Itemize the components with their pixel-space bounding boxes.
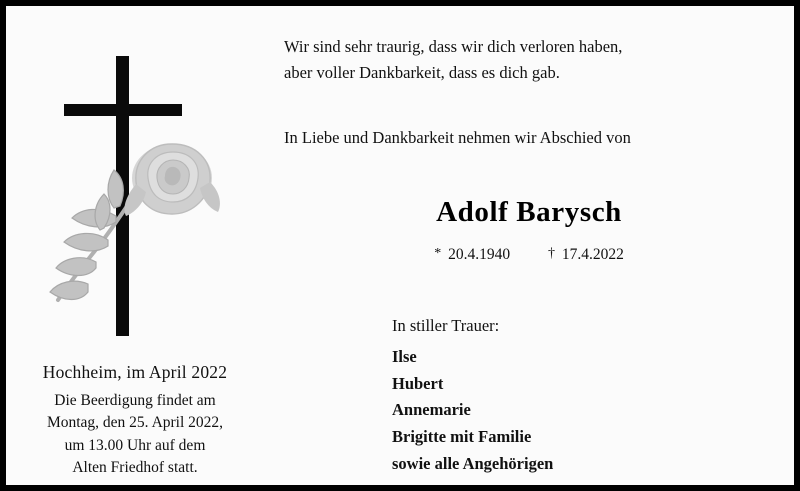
funeral-line-4: Alten Friedhof statt. (72, 459, 198, 477)
place-and-date: Hochheim, im April 2022 (42, 362, 228, 382)
funeral-line-1: Die Beerdigung findet am (54, 392, 216, 409)
deceased-name: Adolf Barysch (436, 196, 622, 228)
funeral-details (6, 390, 264, 480)
cross-with-rose-emblem (30, 56, 240, 336)
list-item: Brigitte mit Familie (392, 427, 532, 447)
intro-text (284, 34, 622, 85)
list-item: Ilse (392, 347, 417, 366)
birth-date-group (434, 246, 514, 263)
farewell-text: In Liebe und Dankbarkeit nehmen wir Abschied von (284, 128, 631, 147)
birth-star-icon: * (434, 246, 442, 261)
death-date: 17.4.2022 (561, 246, 624, 263)
intro-line-1: Wir sind sehr traurig, dass wir dich verloren haben, (284, 37, 623, 56)
left-column (6, 6, 264, 485)
funeral-line-2: Montag, den 25. April 2022, (46, 414, 224, 432)
right-column (264, 6, 794, 485)
birth-date: 20.4.1940 (448, 246, 511, 263)
death-date-group (548, 246, 624, 263)
intro-line-2: aber voller Dankbarkeit, dass es dich gab. (284, 62, 560, 82)
life-dates (264, 246, 794, 264)
cross-dagger-icon: † (547, 246, 555, 261)
list-item: Hubert (392, 373, 444, 393)
obituary-inner (6, 6, 794, 485)
mourners-list (392, 344, 553, 478)
list-item: sowie alle Angehörigen (392, 453, 554, 473)
mourning-title: In stiller Trauer: (392, 316, 500, 335)
list-item: Annemarie (392, 400, 471, 420)
funeral-line-3: um 13.00 Uhr auf dem (64, 436, 206, 454)
